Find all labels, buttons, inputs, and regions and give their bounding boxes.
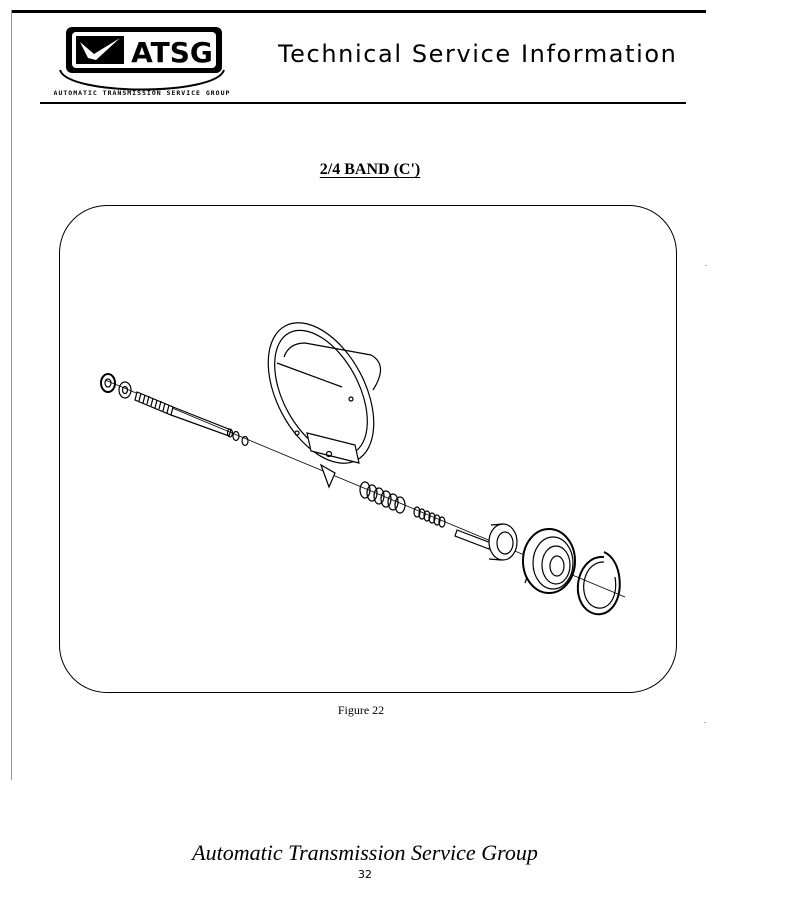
svg-text:AUTOMATIC TRANSMISSION SERVICE: AUTOMATIC TRANSMISSION SERVICE GROUP <box>53 89 231 97</box>
snap-ring-part <box>578 552 620 614</box>
figure-caption: Figure 22 <box>337 703 385 717</box>
servo-piston-part <box>455 524 517 560</box>
section-title: 2/4 BAND (C') <box>319 161 421 178</box>
header-rule <box>40 102 686 104</box>
header-title: Technical Service Information <box>278 40 678 68</box>
o-ring-part <box>242 437 248 446</box>
adjusting-screw-part <box>135 392 233 437</box>
atsg-logo <box>42 24 242 100</box>
top-border-rule <box>12 10 706 13</box>
servo-spring-part <box>360 482 405 513</box>
scan-speck <box>704 722 706 723</box>
left-border-rule <box>11 10 12 780</box>
footer-organization: Automatic Transmission Service Group <box>192 840 538 865</box>
cushion-spring-part <box>414 507 445 527</box>
brake-band-part <box>246 305 395 487</box>
page-number: 32 <box>358 868 372 881</box>
svg-text:ATSG: ATSG <box>131 36 213 69</box>
band-servo-exploded-diagram <box>59 205 677 693</box>
o-ring-part <box>233 432 239 441</box>
scan-speck <box>705 265 707 266</box>
servo-cover-part <box>523 529 575 593</box>
